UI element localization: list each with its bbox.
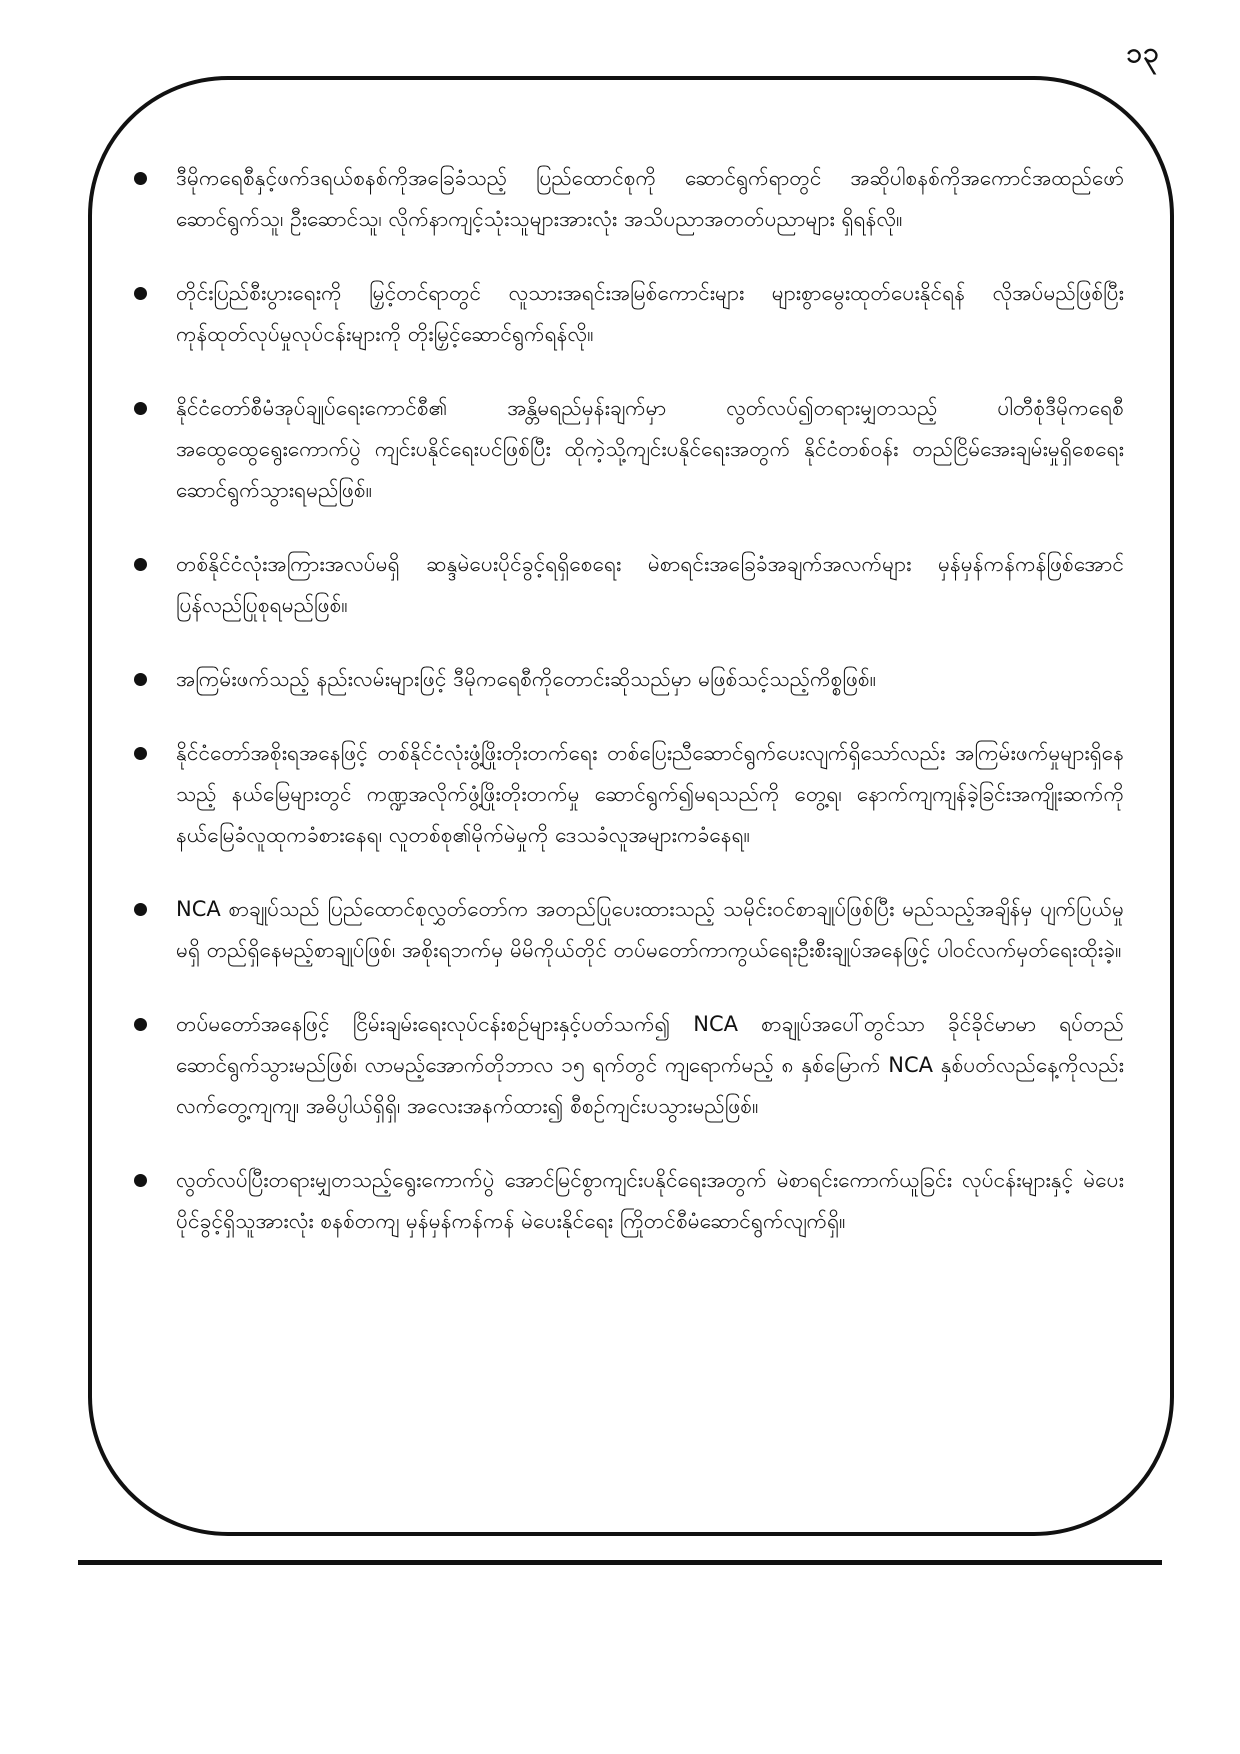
bullet-icon — [134, 673, 147, 686]
list-item — [128, 388, 1124, 511]
bullet-text: တစ်နိုင်ငံလုံးအကြားအလပ်မရှိ ဆန္ဒမဲပေးပိုင်ခွင့်ရရှိစေရေး မဲစာရင်းအခြေခံအချက်အလက်များ မှန်မှန်ကန်ကန်ဖြစ်အောင် ပြန်လည်ပြုစုရမည်ဖြစ်။ — [176, 552, 1124, 617]
bullet-text: ဒီမိုကရေစီနှင့်ဖက်ဒရယ်စနစ်ကိုအခြေခံသည့် ပြည်ထောင်စုကို ဆောင်ရွက်ရာတွင် အဆိုပါစနစ်ကိုအကောင်အထည်ဖော်ဆောင်ရွက်သူ၊ ဦးဆောင်သူ၊ လိုက်နာကျင့်သုံးသူများအားလုံး အသိပညာအတတ်ပညာများ ရှိရန်လို။ — [176, 166, 1124, 231]
list-item — [128, 659, 1124, 700]
bullet-icon — [134, 172, 147, 185]
page-number: ၁၃ — [1126, 36, 1160, 69]
bullet-icon — [134, 1174, 147, 1187]
list-item — [128, 158, 1124, 240]
bullet-icon — [134, 402, 147, 415]
bottom-divider — [78, 1560, 1162, 1565]
list-item — [128, 544, 1124, 626]
bullet-text: အကြမ်းဖက်သည့် နည်းလမ်းများဖြင့် ဒီမိုကရေစီကိုတောင်းဆိုသည်မှာ မဖြစ်သင့်သည့်ကိစ္စဖြစ်။ — [176, 667, 877, 691]
bullet-text: NCA စာချုပ်သည် ပြည်ထောင်စုလွှတ်တော်က အတည်ပြုပေးထားသည့် သမိုင်းဝင်စာချုပ်ဖြစ်ပြီး မည်သည့်အချိန်မှ ပျက်ပြယ်မှုမရှိ တည်ရှိနေမည့်စာချုပ်ဖြစ်၊ အစိုးရဘက်မှ မိမိကိုယ်တိုင် တပ်မတော်ကာကွယ်ရေးဦးစီးချုပ်အနေဖြင့် ပါဝင်လက်မှတ်ရေးထိုးခဲ့။ — [176, 897, 1124, 962]
list-item — [128, 889, 1124, 971]
list-item — [128, 733, 1124, 856]
list-item — [128, 273, 1124, 355]
bullet-text: တိုင်းပြည်စီးပွားရေးကို မြှင့်တင်ရာတွင် လူသားအရင်းအမြစ်ကောင်းများ များစွာမွေးထုတ်ပေးနိုင်ရန် လိုအပ်မည်ဖြစ်ပြီး ကုန်ထုတ်လုပ်မှုလုပ်ငန်းများကို တိုးမြှင့်ဆောင်ရွက်ရန်လို။ — [176, 281, 1124, 346]
bullet-list — [128, 158, 1124, 1275]
list-item — [128, 1160, 1124, 1242]
bullet-icon — [134, 903, 147, 916]
bullet-icon — [134, 558, 147, 571]
bullet-icon — [134, 1018, 147, 1031]
list-item — [128, 1004, 1124, 1127]
bullet-text: လွတ်လပ်ပြီးတရားမျှတသည့်ရွေးကောက်ပွဲ အောင်မြင်စွာကျင်းပနိုင်ရေးအတွက် မဲစာရင်းကောက်ယူခြင်း လုပ်ငန်းများနှင့် မဲပေးပိုင်ခွင့်ရှိသူအားလုံး စနစ်တကျ မှန်မှန်ကန်ကန် မဲပေးနိုင်ရေး ကြိုတင်စီမံဆောင်ရွက်လျက်ရှိ။ — [176, 1168, 1124, 1233]
bullet-text: နိုင်ငံတော်စီမံအုပ်ချုပ်ရေးကောင်စီ၏ အန္တိမရည်မှန်းချက်မှာ လွတ်လပ်၍တရားမျှတသည့် ပါတီစုံဒီမိုကရေစီ အထွေထွေရွေးကောက်ပွဲ ကျင်းပနိုင်ရေးပင်ဖြစ်ပြီး ထိုကဲ့သို့ကျင်းပနိုင်ရေးအတွက် နိုင်ငံတစ်ဝန်း တည်ငြိမ်အေးချမ်းမှုရှိစေရေး ဆောင်ရွက်သွားရမည်ဖြစ်။ — [176, 396, 1124, 502]
bullet-icon — [134, 747, 147, 760]
bullet-icon — [134, 287, 147, 300]
bullet-text: တပ်မတော်အနေဖြင့် ငြိမ်းချမ်းရေးလုပ်ငန်းစဉ်များနှင့်ပတ်သက်၍ NCA စာချုပ်အပေါ်တွင်သာ ခိုင်ခိုင်မာမာ ရပ်တည်ဆောင်ရွက်သွားမည်ဖြစ်၊ လာမည့်အောက်တိုဘာလ ၁၅ ရက်တွင် ကျရောက်မည့် ၈ နှစ်မြောက် NCA နှစ်ပတ်လည်နေ့ကိုလည်း လက်တွေ့ကျကျ၊ အဓိပ္ပါယ်ရှိရှိ၊ အလေးအနက်ထား၍ စီစဉ်ကျင်းပသွားမည်ဖြစ်။ — [176, 1012, 1124, 1118]
bullet-text: နိုင်ငံတော်အစိုးရအနေဖြင့် တစ်နိုင်ငံလုံးဖွံ့ဖြိုးတိုးတက်ရေး တစ်ပြေးညီဆောင်ရွက်ပေးလျက်ရှိသော်လည်း အကြမ်းဖက်မှုများရှိနေသည့် နယ်မြေများတွင် ကဏ္ဍအလိုက်ဖွံ့ဖြိုးတိုးတက်မှု ဆောင်ရွက်၍မရသည်ကို တွေ့ရ၊ နောက်ကျကျန်ခဲ့ခြင်းအကျိုးဆက်ကို နယ်မြေခံလူထုကခံစားနေရ၊ လူတစ်စု၏မိုက်မဲမှုကို ဒေသခံလူအများကခံနေရ။ — [176, 741, 1124, 847]
